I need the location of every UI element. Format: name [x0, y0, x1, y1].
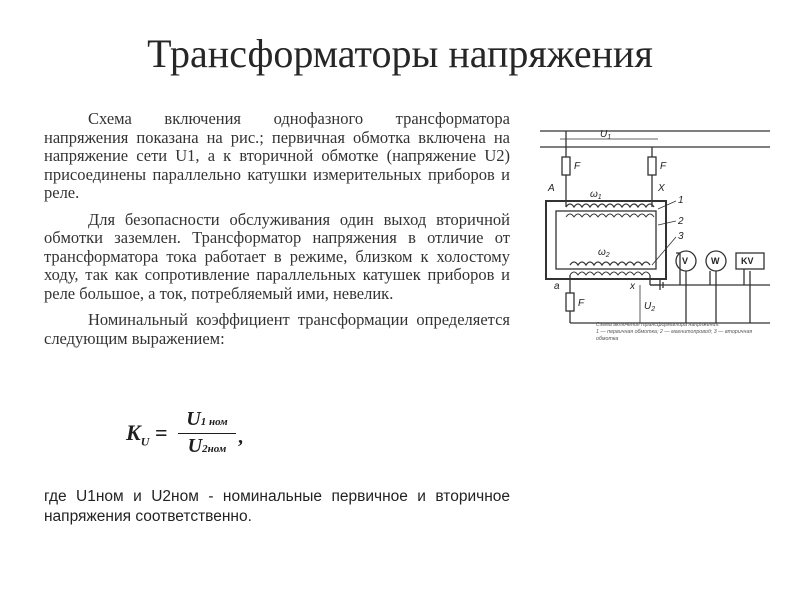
label-terminal-a-upper: A	[548, 183, 555, 194]
voltage-relay-symbol: KV	[741, 256, 754, 266]
slide-title: Трансформаторы напряжения	[147, 31, 653, 76]
paragraph-2: Для безопасности обслуживания один выход вторичной обмотки заземлен. Трансформатор напряжения в отличие от трансформатора тока работает в режиме, близком к холостому ходу, так как сопротивление параллельных катушек приборов и реле большое, а ток, потребляемый ими, невелик.	[44, 209, 510, 303]
label-w2: $\omega_2$	[598, 247, 610, 259]
label-fuse-left: F	[574, 161, 581, 172]
label-terminal-a-lower: a	[554, 281, 560, 292]
paragraph-1: Схема включения однофазного трансформатора напряжения показана на рис.; первичная обмотка включена на напряжение сети U1, а к вторичной обмотке (напряжение U2) присоединены параллельно катушки измерительных приборов и реле.	[44, 109, 510, 202]
formula-lhs: $K_U$ =	[126, 420, 168, 449]
wattmeter-symbol: W	[711, 256, 720, 266]
diagram-caption	[596, 322, 776, 343]
caption-line-2: 1 — первичная обмотка; 2 — магнитопровод; 3 — вторичная обмотка	[596, 329, 753, 342]
voltmeter-symbol: V	[682, 256, 689, 266]
paragraph-3: Номинальный коэффициент трансформации определяется следующим выражением:	[44, 310, 510, 348]
label-item-2: 2	[678, 216, 684, 227]
caption-line-1: Схема включения трансформатора напряжения:	[596, 322, 720, 328]
label-u2: $U_2$	[644, 301, 656, 313]
label-u1: $U_1$	[600, 129, 612, 141]
transformation-ratio-formula	[126, 408, 276, 466]
formula-fraction	[178, 408, 236, 458]
label-w1: $\omega_1$	[590, 189, 602, 201]
transformer-schematic	[540, 125, 770, 350]
formula-note: где U1ном и U2ном - номинальные первичное и вторичное напряжения соответственно.	[44, 488, 510, 525]
formula-denominator: U2ном	[187, 435, 227, 457]
label-fuse-right: F	[660, 161, 667, 172]
label-item-3: 3	[678, 231, 684, 242]
formula-comma: ,	[238, 426, 243, 448]
label-item-1: 1	[678, 195, 684, 206]
body-text	[44, 110, 510, 356]
formula-numerator: U1 ном	[178, 408, 236, 434]
label-fuse-bottom: F	[578, 298, 585, 309]
label-terminal-x-upper: X	[658, 183, 665, 194]
label-terminal-x-lower: x	[630, 281, 635, 292]
